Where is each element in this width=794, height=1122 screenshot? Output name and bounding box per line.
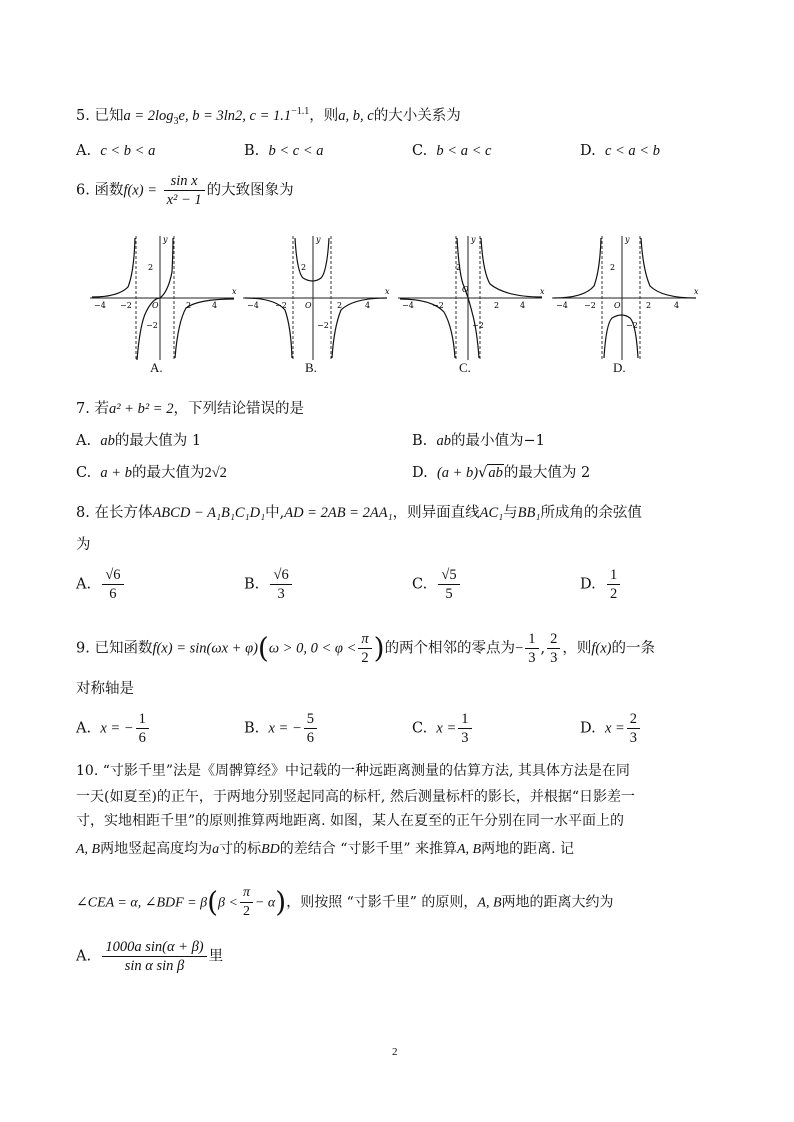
q9-option-a: A. x = − $\frac{1}{6}$ [76,710,151,747]
q5-option-c: C. b < a < c [412,143,492,159]
svg-text:−2: −2 [275,301,287,310]
q7-number: 7. [76,401,90,417]
svg-text:x: x [694,287,699,296]
q10-line1: 10. “寸影千里”法是《周髀算经》中记载的一种远距离测量的估算方法, 其具体方法是在同 [76,763,630,779]
svg-text:y: y [316,235,321,244]
q10-line2: 一天(如夏至)的正午，于两地分别竖起同高的标杆, 然后测量标杆的影长，并根据“日影差一 [76,789,635,805]
svg-text:−2: −2 [146,321,158,330]
svg-text:2: 2 [337,301,343,310]
svg-text:x: x [385,287,390,296]
svg-text:O: O [152,301,159,310]
svg-text:−2: −2 [472,321,484,330]
graph-label-b: B. [305,360,317,375]
svg-text:−4: −4 [402,301,414,310]
svg-text:O: O [614,301,621,310]
page-number: 2 [392,1046,398,1058]
svg-text:y: y [471,235,476,244]
q5-option-d: D. c < a < b [580,143,660,159]
q7-option-d: D. (a + b)√ab的最大值为 2 [412,465,591,481]
svg-text:−2: −2 [120,301,132,310]
svg-text:2: 2 [610,263,616,272]
q8-option-c: C. $\frac{√5}{5}$ [412,566,462,603]
q8-stem-line2: 为 [76,537,91,553]
svg-text:−2: −2 [584,301,596,310]
svg-text:y: y [163,235,168,244]
q10-line4: A, B两地竖起高度均为a寸的标BD的差结合 “寸影千里” 来推算A, B两地的距离. 记 [76,841,575,857]
q5-stem: 5. 已知$a = 2\log_3e$, b = 3ln2, $c = 1.1^{-1.1}$，则a, b, c的大小关系为 [76,106,461,127]
graph-label-c: C. [459,360,471,375]
svg-text:−4: −4 [94,301,106,310]
q8-number: 8. [76,505,90,521]
q10-line5: ∠CEA = α, ∠BDF = β(β < $\frac{\pi}{2}$ − α)，则按照 “寸影千里” 的原则，A, B两地的距离大约为 [76,885,614,919]
q10-option-a: A. $\frac{\text{1000a sin(α + β)}}{\text{sin α sin β}}$ 里 [76,939,224,974]
svg-text:−2: −2 [317,321,329,330]
graph-d [550,232,700,374]
q6-fraction: $\frac{\text{sin x}}{\text{x² − 1}}$ [164,172,205,209]
graph-b [241,232,391,374]
graph-a [88,232,238,374]
svg-text:2: 2 [494,301,500,310]
svg-text:4: 4 [674,301,680,310]
q10-line3: 寸，实地相距千里”的原则推算两地距离. 如图，某人在夏至的正午分别在同一水平面上的 [76,813,625,829]
svg-text:−2: −2 [432,301,444,310]
svg-text:O: O [462,285,469,294]
q9-stem-line2: 对称轴是 [76,681,134,697]
svg-text:2: 2 [186,301,192,310]
q5-number: 5. [76,108,90,124]
svg-text:−2: −2 [626,321,638,330]
q9-option-b: B. x = − $\frac{5}{6}$ [244,710,319,747]
graph-label-d: D. [613,360,626,375]
q9-option-d: D. x = $\frac{2}{3}$ [580,710,642,747]
q5-option-a: A. c < b < a [76,143,156,159]
q9-number: 9. [76,640,90,657]
svg-text:x: x [540,287,545,296]
graph-label-a: A. [150,360,163,375]
q8-option-b: B. $\frac{√6}{3}$ [244,566,294,603]
svg-text:2: 2 [456,263,462,272]
svg-text:−4: −4 [556,301,568,310]
svg-text:2: 2 [148,263,154,272]
svg-text:−4: −4 [247,301,259,310]
q9-option-c: C. x = $\frac{1}{3}$ [412,710,474,747]
q8-option-d: D. $\frac{1}{2}$ [580,566,622,603]
q5-option-b: B. b < c < a [244,143,324,159]
svg-text:4: 4 [365,301,371,310]
svg-text:4: 4 [212,301,218,310]
q8-option-a: A. $\frac{√6}{6}$ [76,566,126,603]
q7-option-a: A. ab的最大值为 1 [76,433,202,449]
svg-text:O: O [305,301,312,310]
graph-c [396,232,546,374]
svg-text:2: 2 [301,263,307,272]
svg-text:4: 4 [520,301,526,310]
q7-option-c: C. a + b的最大值为2√2 [76,465,227,481]
svg-text:y: y [625,235,630,244]
q9-stem: 9. 已知函数f(x) = sin(ωx + φ)(ω > 0, 0 < φ < $\frac{\pi}{2}$ )的两个相邻的零点为− $\frac{1}{3}$ , $\frac{2}{3}$ ，则f(x)的一条 [76,631,655,666]
q7-option-b: B. ab的最小值为−1 [412,433,545,449]
q7-stem: 7. 若a² + b² = 2，下列结论错误的是 [76,401,304,417]
q6-stem: 6. 函数f(x) = $\frac{\text{sin x}}{\text{x² − 1}}$ 的大致图象为 [76,173,294,208]
svg-text:x: x [232,287,237,296]
q6-number: 6. [76,182,90,199]
q8-stem: 8. 在长方体ABCD − A₁B₁C₁D₁中,AD = 2AB = 2AA₁，则异面直线AC₁与BB₁所成角的余弦值 [76,505,642,521]
svg-text:2: 2 [646,301,652,310]
